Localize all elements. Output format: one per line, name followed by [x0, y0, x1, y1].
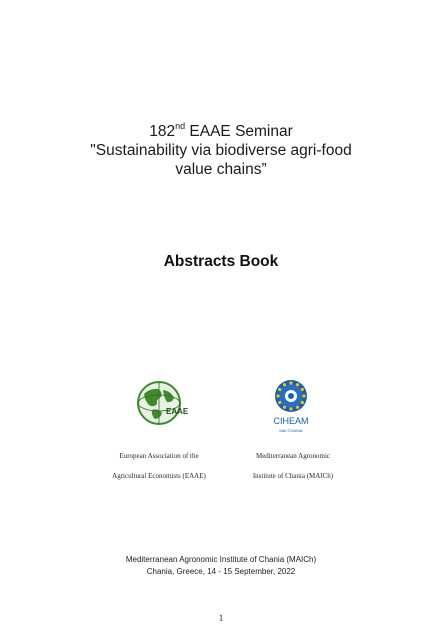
eaae-logo-text: EAAE: [166, 407, 189, 416]
eaae-globe-icon: [136, 380, 189, 426]
ciheam-logo-subtext: MAI CHANIA: [279, 428, 303, 433]
seminar-name: EAAE Seminar: [189, 123, 293, 140]
footer-venue: [0, 554, 442, 578]
ciheam-logo-text: CIHEAM: [273, 416, 309, 426]
maich-caption-line-2: Institute of Chania (MAICh): [252, 472, 334, 480]
maich-caption: [232, 446, 354, 486]
seminar-title-line-2: value chains”: [175, 161, 267, 178]
maich-caption-line-1: Mediterranean Agronomic: [255, 452, 331, 460]
eaae-caption-line-2: Agricultural Economists (EAAE): [112, 472, 206, 480]
seminar-number-line: [0, 122, 442, 141]
seminar-title: [0, 122, 442, 179]
seminar-title-line-1: "Sustainability via biodiverse agri-food: [90, 142, 352, 159]
page-number: 1: [218, 613, 224, 623]
eaae-caption-line-1: European Association of the: [119, 452, 199, 460]
seminar-number: 182: [149, 123, 176, 140]
footer-line-1: Mediterranean Agronomic Institute of Chania (MAICh): [125, 555, 317, 564]
seminar-number-superscript: nd: [175, 121, 186, 131]
book-title: Abstracts Book: [163, 253, 279, 270]
eaae-caption: [98, 446, 220, 486]
ciheam-logo: [268, 378, 314, 438]
ciheam-star-circle-icon: [268, 378, 314, 438]
footer-line-2: Chania, Greece, 14 - 15 September, 2022: [146, 567, 296, 576]
eaae-logo: [136, 380, 189, 426]
